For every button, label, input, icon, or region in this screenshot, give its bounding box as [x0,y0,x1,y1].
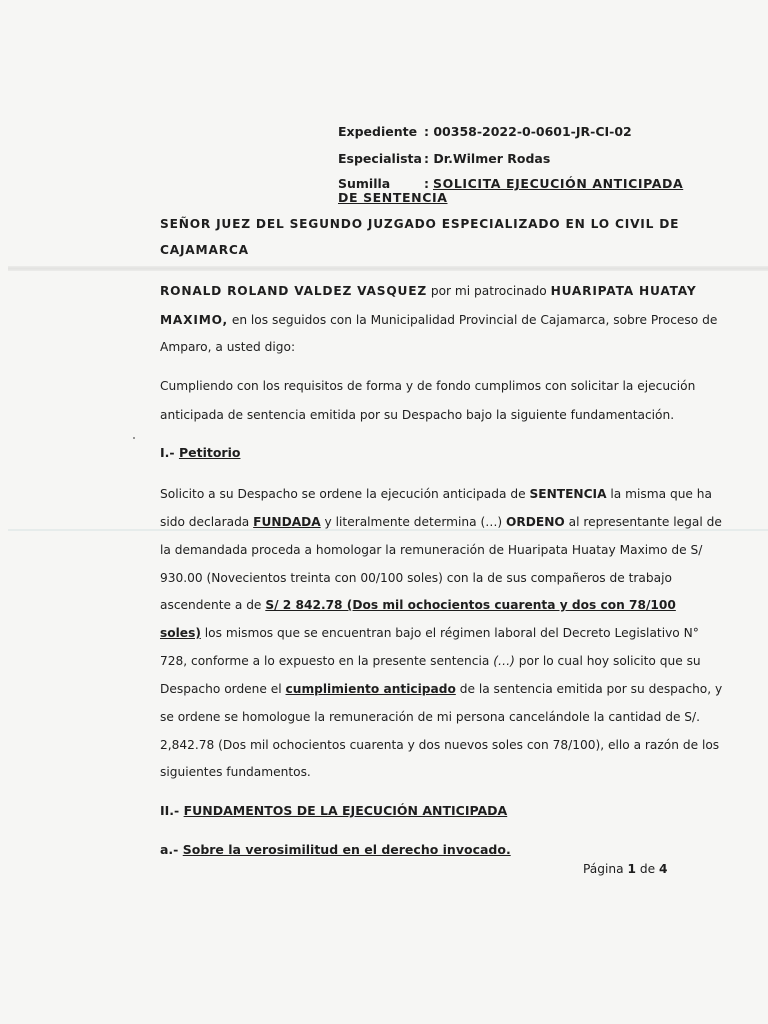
expediente-value: : 00358-2022-0-0601-JR-CI-02 [424,124,632,139]
petitorio-line3: la demandada proceda a homologar la remuneración de Huaripata Huatay Maximo de S/ [160,543,703,557]
client-name: HUARIPATA HUATAY [550,284,697,298]
italic-text: (…) [493,654,515,668]
petitorio-line5 [160,598,676,612]
current-page: 1 [627,862,636,876]
petitorio-line6 [160,626,699,640]
bold-text: FUNDADA [253,515,321,529]
sumilla-row [338,176,698,191]
page-of: de [639,862,656,876]
sumilla-colon: : [424,176,429,191]
addressee-line2: CAJAMARCA [160,243,249,257]
intro-text: en los seguidos con la Municipalidad Provincial de Cajamarca, sobre Proceso de [227,313,718,327]
especialista-label: Especialista [338,151,422,166]
subsection-number: a.- [160,842,179,857]
section-number: I.- [160,445,175,460]
section-title: Petitorio [178,445,241,460]
amount-text: soles) [160,626,201,640]
petitorio-line11: siguientes fundamentos. [160,765,311,779]
section-title: FUNDAMENTOS DE LA EJECUCIÓN ANTICIPADA [183,803,508,818]
text: ascendente a de [160,598,266,612]
section-heading-fundamentos [160,803,660,818]
para1-line1: Cumpliendo con los requisitos de forma y de fondo cumplimos con solicitar la ejecución [160,379,696,393]
petitorio-line9: se ordene se homologue la remuneración de mi persona cancelándole la cantidad de S/. [160,710,701,724]
scan-artifact-line [8,266,768,271]
especialista-value: : Dr.Wilmer Rodas [424,151,551,166]
bold-text: ORDENO [506,515,565,529]
especialista-row [338,151,698,166]
subsection-heading-a [160,842,660,857]
bold-text: SENTENCIA [529,487,607,501]
text: al representante legal de [564,515,722,529]
petitorio-line1 [160,487,712,501]
scan-speck [133,437,135,439]
page-label: Página [583,862,624,876]
text: de la sentencia emitida por su despacho, y [455,682,723,696]
para1-line2: anticipada de sentencia emitida por su Despacho bajo la siguiente fundamentación. [160,408,675,422]
text: los mismos que se encuentran bajo el régimen laboral del Decreto Legislativo N° [200,626,699,640]
text: Despacho ordene el [160,682,286,696]
amount-text: S/ 2 842.78 (Dos mil ochocientos cuarenta y dos con 78/100 [265,598,676,612]
text: Solicito a su Despacho se ordene la ejecución anticipada de [160,487,530,501]
sumilla-label: Sumilla [338,176,391,191]
expediente-row [338,124,698,139]
intro-text: por mi patrocinado [426,284,551,298]
page-number [583,862,667,876]
text: por lo cual hoy solicito que su [514,654,701,668]
petitorio-line2 [160,515,722,529]
intro-line3: Amparo, a usted digo: [160,340,296,354]
text: y literalmente determina (…) [320,515,507,529]
bold-text: cumplimiento anticipado [285,682,456,696]
client-name-cont: MAXIMO, [160,313,228,327]
addressee-line1: SEÑOR JUEZ DEL SEGUNDO JUZGADO ESPECIALIZADO EN LO CIVIL DE [160,217,680,231]
sumilla-value-line1: SOLICITA EJECUCIÓN ANTICIPADA [432,176,684,191]
total-pages: 4 [658,862,668,876]
section-heading-petitorio [160,445,660,460]
section-number: II.- [160,803,180,818]
intro-line1 [160,284,697,298]
petitioner-name: RONALD ROLAND VALDEZ VASQUEZ [160,284,427,298]
petitorio-line8 [160,682,723,696]
scan-artifact-line [8,529,768,531]
subsection-title: Sobre la verosimilitud en el derecho invocado. [182,842,511,857]
sumilla-value-line2: DE SENTENCIA [338,190,448,205]
text: 728, conforme a lo expuesto en la presente sentencia [160,654,494,668]
petitorio-line7 [160,654,701,668]
expediente-label: Expediente [338,124,418,139]
intro-line2 [160,313,718,327]
petitorio-line10: 2,842.78 (Dos mil ochocientos cuarenta y dos nuevos soles con 78/100), ello a razón de los [160,738,720,752]
text: la misma que ha [606,487,712,501]
sumilla-row-2 [338,190,698,205]
petitorio-line4: 930.00 (Novecientos treinta con 00/100 soles) con la de sus compañeros de trabajo [160,571,672,585]
text: sido declarada [160,515,254,529]
